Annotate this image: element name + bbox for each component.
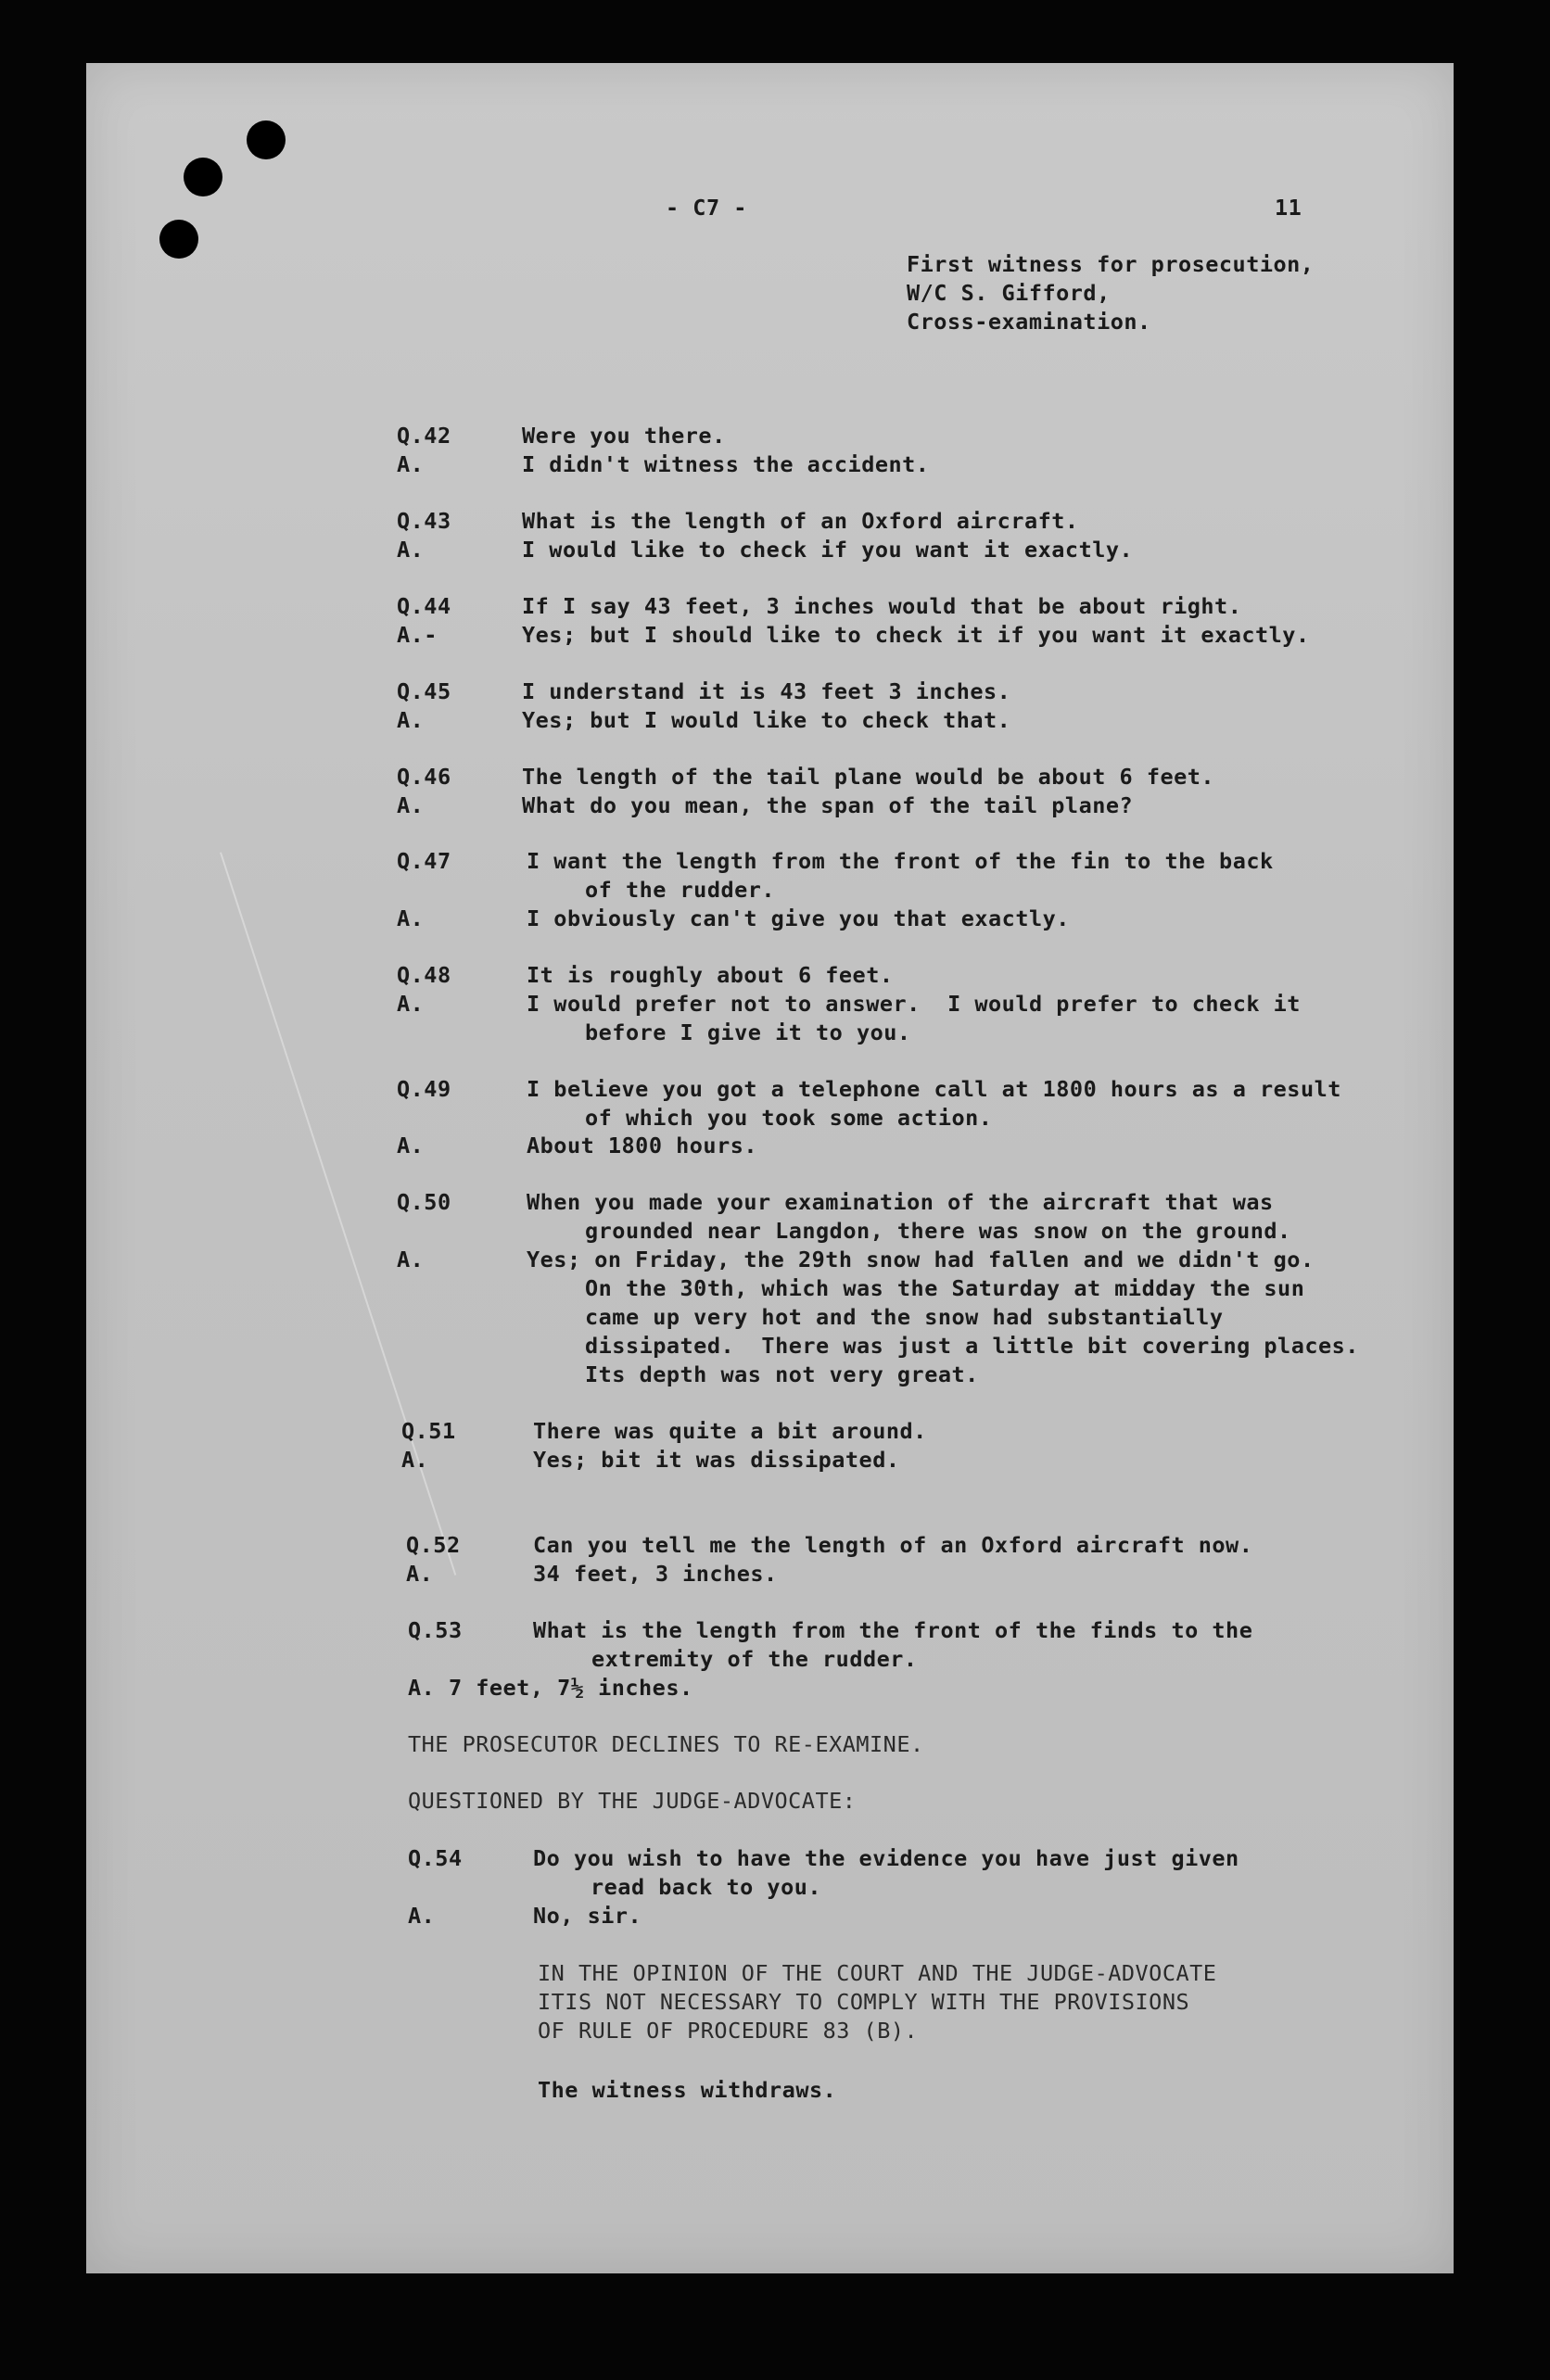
qa-label: Q.44 xyxy=(397,593,451,619)
qa-line: I didn't witness the accident. xyxy=(522,451,930,477)
witness-withdraws: The witness withdraws. xyxy=(538,2077,837,2103)
qa-label: Q.46 xyxy=(397,764,451,790)
qa-label: A. xyxy=(397,1133,425,1158)
qa-label: Q.52 xyxy=(406,1532,461,1558)
qa-label: Q.43 xyxy=(397,508,451,534)
qa-label: Q.53 xyxy=(408,1617,463,1643)
qa-label: A. xyxy=(401,1447,429,1473)
qa-line: of the rudder. xyxy=(585,877,776,903)
witness-line-1: First witness for prosecution, xyxy=(907,251,1315,277)
qa-label: A. xyxy=(397,537,425,563)
qa-line: extremity of the rudder. xyxy=(591,1646,918,1672)
qa-line: I obviously can't give you that exactly. xyxy=(527,905,1070,931)
qa-line: grounded near Langdon, there was snow on the ground. xyxy=(585,1218,1291,1244)
qa-line: Its depth was not very great. xyxy=(585,1361,979,1387)
page-marker: - C7 - xyxy=(666,195,747,221)
qa-label: Q.49 xyxy=(397,1076,451,1102)
qa-line: I believe you got a telephone call at 1800 hours as a result xyxy=(527,1076,1341,1102)
qa-label: A. xyxy=(397,991,425,1017)
qa-line: Do you wish to have the evidence you have just given xyxy=(533,1845,1239,1871)
questioned-by-judge-advocate: QUESTIONED BY THE JUDGE-ADVOCATE: xyxy=(408,1788,857,1814)
opinion-line-3: OF RULE OF PROCEDURE 83 (B). xyxy=(538,2018,919,2044)
punch-hole xyxy=(159,220,198,259)
opinion-line-1: IN THE OPINION OF THE COURT AND THE JUDGE-ADVOCATE xyxy=(538,1960,1217,1986)
qa-label: A. xyxy=(406,1561,434,1587)
qa-label: Q.54 xyxy=(408,1845,463,1871)
qa-label: A. xyxy=(397,905,425,931)
qa-line: before I give it to you. xyxy=(585,1019,911,1045)
page-number: 11 xyxy=(1275,195,1302,221)
answer-53: A. 7 feet, 7½ inches. xyxy=(408,1675,693,1701)
qa-line: came up very hot and the snow had substantially xyxy=(585,1304,1224,1330)
qa-line: Yes; but I should like to check it if you want it exactly. xyxy=(522,622,1310,648)
qa-label: Q.45 xyxy=(397,678,451,704)
qa-label: A. xyxy=(397,451,425,477)
qa-label: Q.47 xyxy=(397,848,451,874)
qa-line: What is the length from the front of the finds to the xyxy=(533,1617,1253,1643)
qa-line: Were you there. xyxy=(522,423,726,449)
qa-label: A. xyxy=(397,1247,425,1272)
qa-line: read back to you. xyxy=(591,1874,822,1900)
qa-line: dissipated. There was just a little bit covering places. xyxy=(585,1333,1359,1359)
qa-label: A. xyxy=(408,1903,436,1929)
punch-hole xyxy=(184,158,222,196)
qa-line: What do you mean, the span of the tail plane? xyxy=(522,792,1134,818)
qa-line: On the 30th, which was the Saturday at midday the sun xyxy=(585,1275,1305,1301)
qa-line: 34 feet, 3 inches. xyxy=(533,1561,778,1587)
qa-line: Yes; on Friday, the 29th snow had fallen and we didn't go. xyxy=(527,1247,1315,1272)
qa-label: A. xyxy=(397,707,425,733)
prosecutor-declines: THE PROSECUTOR DECLINES TO RE-EXAMINE. xyxy=(408,1731,924,1757)
qa-line: It is roughly about 6 feet. xyxy=(527,962,894,988)
witness-line-3: Cross-examination. xyxy=(907,309,1151,335)
witness-line-2: W/C S. Gifford, xyxy=(907,280,1111,306)
opinion-line-2: ITIS NOT NECESSARY TO COMPLY WITH THE PROVISIONS xyxy=(538,1989,1190,2015)
qa-label: Q.51 xyxy=(401,1418,456,1444)
qa-line: About 1800 hours. xyxy=(527,1133,758,1158)
qa-line: Yes; bit it was dissipated. xyxy=(533,1447,900,1473)
qa-label: A.- xyxy=(397,622,438,648)
qa-line: No, sir. xyxy=(533,1903,642,1929)
qa-label: Q.48 xyxy=(397,962,451,988)
qa-line: If I say 43 feet, 3 inches would that be about right. xyxy=(522,593,1242,619)
qa-line: I want the length from the front of the fin to the back xyxy=(527,848,1274,874)
punch-hole xyxy=(247,120,286,159)
qa-line: There was quite a bit around. xyxy=(533,1418,927,1444)
qa-line: I understand it is 43 feet 3 inches. xyxy=(522,678,1011,704)
qa-line: Can you tell me the length of an Oxford aircraft now. xyxy=(533,1532,1253,1558)
qa-label: Q.42 xyxy=(397,423,451,449)
qa-line: The length of the tail plane would be about 6 feet. xyxy=(522,764,1215,790)
qa-label: Q.50 xyxy=(397,1189,451,1215)
qa-label: A. xyxy=(397,792,425,818)
qa-line: What is the length of an Oxford aircraft. xyxy=(522,508,1079,534)
qa-line: Yes; but I would like to check that. xyxy=(522,707,1011,733)
document-page xyxy=(86,63,1454,2273)
qa-line: I would prefer not to answer. I would prefer to check it xyxy=(527,991,1301,1017)
qa-line: When you made your examination of the aircraft that was xyxy=(527,1189,1274,1215)
qa-line: I would like to check if you want it exactly. xyxy=(522,537,1134,563)
qa-line: of which you took some action. xyxy=(585,1105,993,1131)
